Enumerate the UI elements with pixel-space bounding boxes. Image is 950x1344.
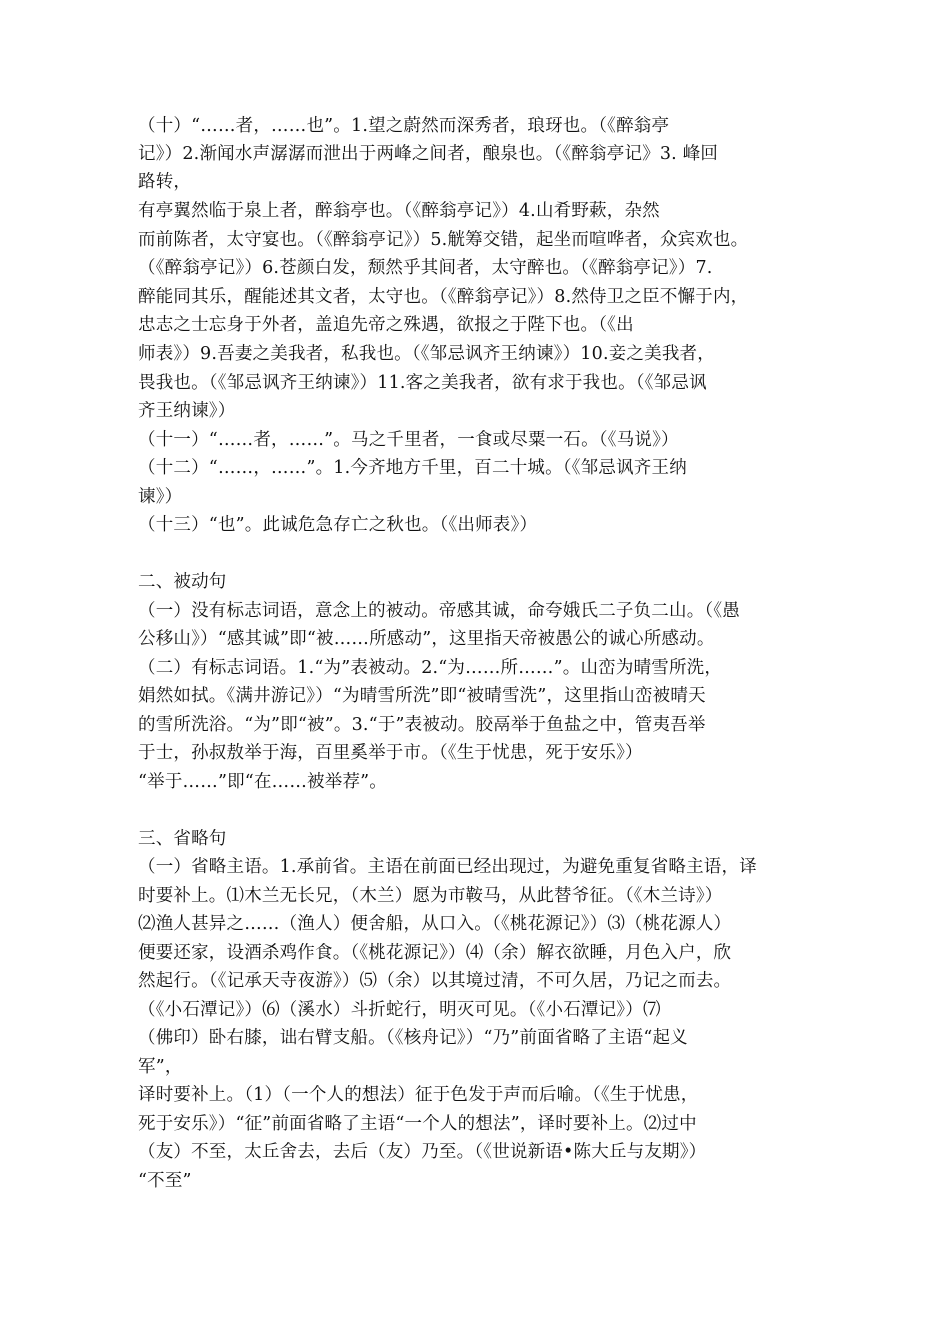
- text-line: （友）不至，太丘舍去，去后（友）乃至。（《世说新语•陈大丘与友期》）: [138, 1142, 707, 1162]
- text-line: “不至”: [138, 1171, 192, 1191]
- text-line: 娟然如拭。《满井游记》）“为晴雪所洗”即“被晴雪洗”，这里指山峦被晴天: [138, 686, 706, 706]
- text-line: 的雪所洗浴。“为”即“被”。3.“于”表被动。胶鬲举于鱼盐之中，管夷吾举: [138, 715, 706, 735]
- text-line: （《小石潭记》）⑹（溪水）斗折蛇行，明灭可见。（《小石潭记》）⑺: [138, 1000, 661, 1020]
- text-line: 齐王纳谏》）: [138, 401, 236, 421]
- text-line: 路转，: [138, 172, 192, 192]
- text-line: 有亭翼然临于泉上者，醉翁亭也。（《醉翁亭记》）4.山肴野蔌，杂然: [138, 201, 660, 221]
- text-line: “举于……”即“在……被举荐”。: [138, 772, 387, 792]
- text-line: 畏我也。（《邹忌讽齐王纳谏》）11.客之美我者，欲有求于我也。（《邹忌讽: [138, 373, 707, 393]
- text-line: 译时要补上。（1）（一个人的想法）征于色发于声而后喻。（《生于忧患，: [138, 1085, 699, 1105]
- section-heading: 二、被动句: [138, 572, 227, 592]
- text-line: 记》）2.渐闻水声潺潺而泄出于两峰之间者，酿泉也。（《醉翁亭记》3. 峰回: [138, 144, 719, 164]
- text-line: 而前陈者，太守宴也。（《醉翁亭记》）5.觥筹交错，起坐而喧哗者，众宾欢也。: [138, 230, 749, 250]
- text-line: 便要还家，设酒杀鸡作食。（《桃花源记》）⑷（余）解衣欲睡，月色入户，欣: [138, 943, 732, 963]
- text-line: （一）省略主语。1.承前省。主语在前面已经出现过，为避免重复省略主语，译: [138, 857, 757, 877]
- text-line: ⑵渔人甚异之……（渔人）便舍船，从口入。（《桃花源记》）⑶（桃花源人）: [138, 914, 732, 934]
- text-line: （二）有标志词语。1.“为”表被动。2.“为……所……”。山峦为晴雪所洗，: [138, 658, 723, 678]
- text-line: （十一）“……者，……”。马之千里者，一食或尽粟一石。（《马说》）: [138, 430, 679, 450]
- text-line: 忠志之士忘身于外者，盖追先帝之殊遇，欲报之于陛下也。（《出: [138, 315, 634, 335]
- text-line: （佛印）卧右膝，诎右臂支船。（《核舟记》）“乃”前面省略了主语“起义: [138, 1028, 688, 1048]
- text-line: 公移山》）“感其诚”即“被……所感动”，这里指天帝被愚公的诚心所感动。: [138, 629, 715, 649]
- text-line: 死于安乐》）“征”前面省略了主语“一个人的想法”，译时要补上。⑵过中: [138, 1114, 697, 1134]
- text-line: 时要补上。⑴木兰无长兄，（木兰）愿为市鞍马，从此替爷征。（《木兰诗》）: [138, 886, 723, 906]
- text-line: 谏》）: [138, 487, 183, 507]
- text-line: （十二）“……，……”。1.今齐地方千里，百二十城。（《邹忌讽齐王纳: [138, 458, 687, 478]
- text-line: （十）“……者，……也”。1.望之蔚然而深秀者，琅玡也。（《醉翁亭: [138, 116, 670, 136]
- text-line: 军”，: [138, 1057, 183, 1077]
- text-line: 醉能同其乐，醒能述其文者，太守也。（《醉翁亭记》）8.然侍卫之臣不懈于内，: [138, 287, 749, 307]
- text-line: （《醉翁亭记》）6.苍颜白发，颓然乎其间者，太守醉也。（《醉翁亭记》）7.: [138, 258, 713, 278]
- text-line: 师表》）9.吾妻之美我者，私我也。（《邹忌讽齐王纳谏》）10.妾之美我者，: [138, 344, 715, 364]
- text-line: （十三）“也”。此诚危急存亡之秋也。（《出师表》）: [138, 515, 538, 535]
- text-line: （一）没有标志词语，意念上的被动。帝感其诚，命夸娥氏二子负二山。（《愚: [138, 601, 740, 621]
- text-line: 于士，孙叔敖举于海，百里奚举于市。（《生于忧患，死于安乐》）: [138, 743, 643, 763]
- text-line: 然起行。（《记承天寺夜游》）⑸（余）以其境过清，不可久居，乃记之而去。: [138, 971, 732, 991]
- section-heading: 三、省略句: [138, 829, 227, 849]
